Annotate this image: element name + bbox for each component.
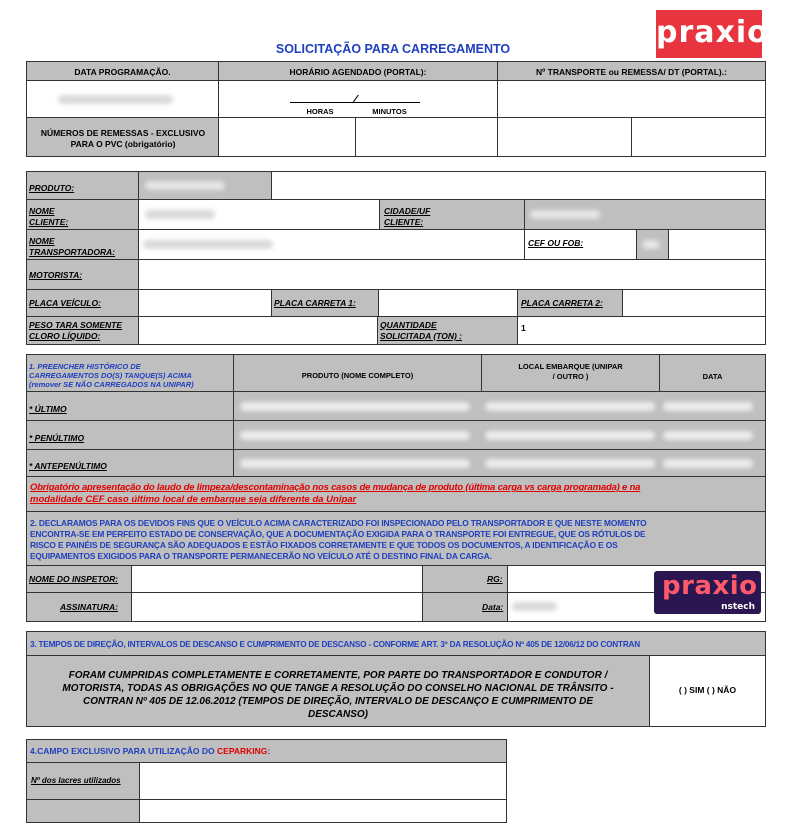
date-label: DATA PROGRAMAÇÃO.: [74, 67, 171, 77]
driving-title: 3. TEMPOS DE DIREÇÃO, INTERVALOS DE DESCANSO E CUMPRIMENTO DE DESCANSO - CONFORME ART. 3º DA RESOLUÇÃO Nº 405 DE 12/06/12 DO CONTRAN: [30, 640, 640, 649]
cliente-label-2: CLIENTE:: [29, 217, 69, 227]
driving-answer[interactable]: ( ) SIM ( ) NÃO: [678, 685, 737, 695]
inspetor-field[interactable]: [131, 565, 423, 593]
peso-field[interactable]: [138, 316, 378, 345]
cef-rest: [668, 229, 766, 260]
ceparking-title-prefix: 4.CAMPO EXCLUSIVO PARA UTILIZAÇÃO DO: [30, 746, 218, 756]
time-label: HORÁRIO AGENDADO (PORTAL):: [289, 67, 427, 77]
nstech-logo-text: nstech: [721, 602, 755, 612]
history-instruction-2: CARREGAMENTOS DO(S) TANQUE(S) ACIMA: [29, 371, 192, 380]
row-produto-redacted: [240, 431, 470, 440]
row-data-redacted: [663, 431, 753, 440]
remessa-field-1[interactable]: [218, 117, 356, 157]
page-title: SOLICITAÇÃO PARA CARREGAMENTO: [275, 42, 511, 56]
produto-label: PRODUTO:: [29, 183, 75, 193]
transport-field[interactable]: [497, 80, 766, 118]
cidade-value-redacted: [530, 210, 600, 219]
remessa-field-2[interactable]: [355, 117, 498, 157]
remessa-field-3[interactable]: [497, 117, 632, 157]
declaration-line-3: RISCO E PAINÉIS DE SEGURANÇA SÃO ADEQUADOS E ESTÃO FIXADOS CORRETAMENTE E QUE TODOS OS DOCUMENTOS, A IDENTIFICAÇÃO E OS: [30, 540, 618, 550]
cidade-label-1: CIDADE/UF: [384, 206, 431, 216]
date-value-redacted: [58, 95, 173, 104]
cef-value-redacted: [642, 240, 660, 249]
time-underline: [290, 102, 420, 103]
ceparking-title-suffix: :: [267, 746, 271, 756]
cidade-label-2: CLIENTE:: [384, 217, 424, 227]
ceparking-title-highlight: CEPARKING: [217, 746, 268, 756]
produto-field-rest[interactable]: [271, 171, 766, 200]
row-data-redacted: [663, 459, 753, 468]
lacres-field[interactable]: [139, 762, 507, 800]
driving-text-line-2: MOTORISTA, TODAS AS OBRIGAÇÕES NO QUE TANGE A RESOLUÇÃO DO CONSELHO NACIONAL DE TRÂNSITO -: [62, 683, 614, 694]
row-local-redacted: [485, 459, 655, 468]
declaration-line-1: 2. DECLARAMOS PARA OS DEVIDOS FINS QUE O VEÍCULO ACIMA CARACTERIZADO FOI INSPECIONADO PELO TRANSPORTADOR E QUE NESTE MOMENTO: [30, 518, 647, 528]
driving-text-line-3: CONTRAN Nº 405 DE 12.06.2012 (TEMPOS DE DIREÇÃO, INTERVALO DE DESCANÇO E CUMPRIMENTO DE: [82, 696, 594, 707]
placa-carreta1-field[interactable]: [378, 289, 518, 317]
driving-text-line-1: FORAM CUMPRIDAS COMPLETAMENTE E CORRETAMENTE, POR PARTE DO TRANSPORTADOR E CONDUTOR /: [68, 670, 608, 681]
row-produto-redacted: [240, 402, 470, 411]
placa-veiculo-label: PLACA VEÍCULO:: [29, 298, 101, 308]
ceparking-next-label-cell: [26, 799, 140, 823]
produto-value-redacted: [145, 181, 225, 190]
quantidade-label-1: QUANTIDADE: [380, 320, 437, 330]
quantidade-label-2: SOLICITADA (TON) :: [380, 331, 462, 341]
lacres-label: Nº dos lacres utilizados: [31, 776, 121, 785]
placa-veiculo-field[interactable]: [138, 289, 272, 317]
col-local-label-1: LOCAL EMBARQUE (UNIPAR: [518, 362, 623, 371]
hours-label: HORAS: [306, 107, 334, 116]
transport-label: Nº TRANSPORTE ou REMESSA/ DT (PORTAL).:: [536, 67, 727, 77]
peso-label-2: CLORO LÍQUIDO:: [29, 331, 101, 341]
row-label-ultimo: * ÚLTIMO: [29, 404, 67, 414]
assinatura-label: ASSINATURA:: [60, 602, 118, 612]
time-field[interactable]: [218, 80, 498, 118]
peso-label-1: PESO TARA SOMENTE: [29, 320, 123, 330]
motorista-field[interactable]: [138, 259, 766, 290]
driving-text-line-4: DESCANSO): [307, 709, 368, 720]
transportadora-label-1: NOME: [29, 236, 55, 246]
row-data-redacted: [663, 402, 753, 411]
ceparking-title: [30, 746, 270, 756]
ceparking-next-field[interactable]: [139, 799, 507, 823]
quantidade-field[interactable]: [517, 316, 766, 345]
declaration-line-2: ENCONTRA-SE EM PERFEITO ESTADO DE CONSERVAÇÃO, QUE A DOCUMENTAÇÃO EXIGIDA PARA O TRANSPORTE FOI ENTREGUE, QUE OS RÓTULOS DE: [30, 529, 646, 539]
col-data-label: DATA: [702, 372, 723, 381]
cliente-value-redacted: [145, 210, 215, 219]
warning-text-2: modalidade CEF caso último local de embarque seja diferente da Unipar: [30, 494, 357, 505]
placa-carreta2-label: PLACA CARRETA 2:: [521, 298, 603, 308]
remessa-field-4[interactable]: [631, 117, 766, 157]
cliente-label-1: NOME: [29, 206, 55, 216]
placa-carreta2-field[interactable]: [622, 289, 766, 317]
driving-text: [26, 669, 650, 721]
rg-label: RG:: [487, 574, 503, 584]
data-value-redacted: [512, 602, 557, 611]
quantidade-value: 1: [521, 323, 526, 333]
col-produto-label: PRODUTO (NOME COMPLETO): [301, 371, 414, 380]
data-label: Data:: [482, 602, 504, 612]
remessas-label: NÚMEROS DE REMESSAS - EXCLUSIVO PARA O PVC (obrigatório): [40, 128, 206, 149]
col-local-label-2: / OUTRO ): [552, 372, 589, 381]
minutes-label: MINUTOS: [372, 107, 407, 116]
praxio-logo: praxio: [656, 10, 762, 58]
declaration-line-4: EQUIPAMENTOS EXIGIDOS PARA O TRANSPORTE PERMANECERÃO NO VEÍCULO ATÉ O DESTINO FINAL DA CARGA.: [30, 551, 492, 561]
inspetor-label: NOME DO INSPETOR:: [29, 574, 119, 584]
row-label-antepenultimo: * ANTEPENÚLTIMO: [29, 461, 107, 471]
row-label-penultimo: * PENÚLTIMO: [29, 433, 85, 443]
motorista-label: MOTORISTA:: [29, 270, 83, 280]
row-local-redacted: [485, 431, 655, 440]
warning-text-1: Obrigatório apresentação do laudo de limpeza/descontaminação nos casos de mudança de produto (última carga vs carga programada) e na: [30, 482, 641, 493]
praxio-logo-text: praxio: [662, 571, 758, 601]
history-instruction-1: 1. PREENCHER HISTÓRICO DE: [29, 362, 141, 371]
cef-label: CEF OU FOB:: [528, 238, 584, 248]
placa-carreta1-label: PLACA CARRETA 1:: [274, 298, 356, 308]
history-instruction-3: (remover SE NÃO CARREGADOS NA UNIPAR): [29, 380, 194, 389]
transportadora-label-2: TRANSPORTADORA:: [29, 247, 116, 257]
praxio-nstech-logo: [654, 571, 761, 614]
transportadora-value-redacted: [143, 240, 273, 249]
assinatura-field[interactable]: [131, 592, 423, 622]
row-local-redacted: [485, 402, 655, 411]
row-produto-redacted: [240, 459, 470, 468]
